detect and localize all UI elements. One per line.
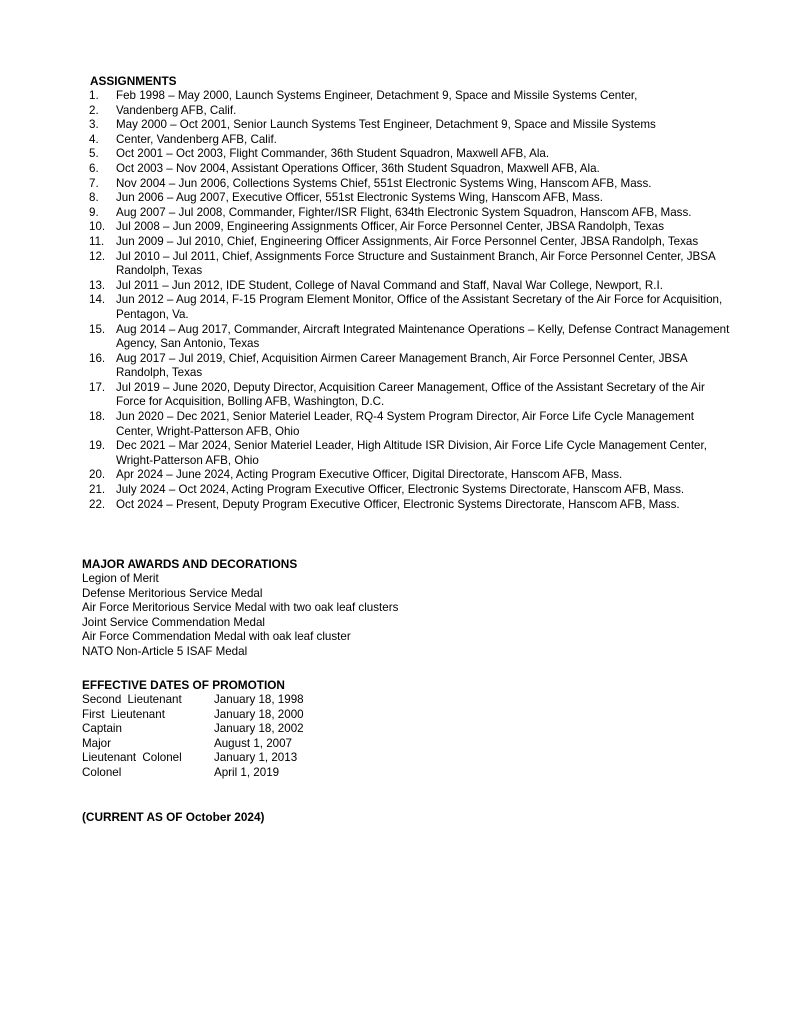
assignment-text: Oct 2024 – Present, Deputy Program Executive Officer, Electronic Systems Directorate, Hanscom AFB, Mass. [116, 497, 680, 511]
assignment-number: 3. [89, 118, 99, 132]
assignment-text: Jul 2010 – Jul 2011, Chief, Assignments Force Structure and Sustainment Branch, Air Force Personnel Center, JBSA Randolph, Texas [116, 249, 716, 278]
awards-list [82, 572, 398, 660]
assignment-item [82, 498, 732, 513]
assignment-number: 1. [89, 89, 99, 102]
promotion-row [82, 766, 304, 781]
assignment-number: 17. [89, 380, 106, 394]
promotion-rank: Second Lieutenant [82, 693, 182, 706]
promotion-date: January 18, 2002 [214, 722, 304, 736]
promotions-table [82, 693, 304, 781]
assignment-text: Dec 2021 – Mar 2024, Senior Materiel Leader, High Altitude ISR Division, Air Force Life Cycle Management Center, Wright-Patterson AFB, Ohio [116, 439, 707, 467]
assignment-item [82, 323, 732, 352]
assignment-text: Vandenberg AFB, Calif. [116, 103, 237, 117]
assignment-number: 15. [89, 322, 106, 336]
assignment-text: Aug 2014 – Aug 2017, Commander, Aircraft Integrated Maintenance Operations – Kelly, Defense Contract Management Agency, San Antonio, Texas [116, 322, 730, 351]
assignment-number: 13. [89, 278, 106, 292]
assignment-item [82, 220, 732, 235]
assignment-item [82, 89, 732, 104]
assignment-item [82, 352, 732, 381]
promotion-rank: First Lieutenant [82, 707, 165, 721]
assignment-number: 8. [89, 191, 99, 205]
assignment-text: Center, Vandenberg AFB, Calif. [116, 132, 277, 146]
assignment-item [82, 381, 732, 410]
assignment-text: July 2024 – Oct 2024, Acting Program Executive Officer, Electronic Systems Directorate, Hanscom AFB, Mass. [116, 483, 685, 497]
assignment-number: 7. [89, 176, 99, 190]
assignment-text: Nov 2004 – Jun 2006, Collections Systems Chief, 551st Electronic Systems Wing, Hanscom AFB, Mass. [116, 176, 652, 190]
promotion-row [82, 751, 304, 766]
promotion-row [82, 737, 304, 752]
assignment-item [82, 250, 732, 279]
award-item: Defense Meritorious Service Medal [82, 586, 263, 600]
award-item: Legion of Merit [82, 572, 159, 585]
assignment-item [82, 147, 732, 162]
assignment-text: Aug 2007 – Jul 2008, Commander, Fighter/ISR Flight, 634th Electronic System Squadron, Hanscom AFB, Mass. [116, 205, 692, 219]
assignment-number: 5. [89, 147, 99, 161]
assignment-number: 19. [89, 439, 106, 453]
assignments-list [82, 89, 732, 512]
promotion-row [82, 693, 304, 708]
award-item: NATO Non-Article 5 ISAF Medal [82, 644, 248, 658]
assignment-item [82, 235, 732, 250]
assignment-text: May 2000 – Oct 2001, Senior Launch Systems Test Engineer, Detachment 9, Space and Missile Systems [116, 118, 656, 132]
promotion-date: January 18, 2000 [214, 707, 304, 721]
assignment-number: 9. [89, 205, 99, 219]
assignment-item [82, 293, 732, 322]
assignment-number: 14. [89, 293, 106, 307]
assignment-text: Jul 2019 – June 2020, Deputy Director, Acquisition Career Management, Office of the Assistant Secretary of the Air Force for Acquisition, Bolling AFB, Washington, D.C. [116, 380, 705, 409]
assignment-number: 20. [89, 468, 106, 482]
assignment-item [82, 133, 732, 148]
assignment-item [82, 483, 732, 498]
current-as-of: (CURRENT AS OF October 2024) [82, 810, 265, 824]
promotion-rank: Colonel [82, 765, 122, 779]
assignments-heading: ASSIGNMENTS [90, 74, 177, 88]
assignment-item [82, 279, 732, 294]
assignment-item [82, 162, 732, 177]
award-item: Air Force Meritorious Service Medal with two oak leaf clusters [82, 601, 399, 615]
promotion-rank: Major [82, 736, 111, 750]
assignment-item [82, 206, 732, 221]
promotion-rank: Lieutenant Colonel [82, 751, 182, 765]
assignment-text: Jun 2006 – Aug 2007, Executive Officer, 551st Electronic Systems Wing, Hanscom AFB, Mass. [116, 191, 603, 205]
assignment-text: Jul 2008 – Jun 2009, Engineering Assignments Officer, Air Force Personnel Center, JBSA Randolph, Texas [116, 220, 665, 234]
assignment-item [82, 439, 732, 468]
promotion-row [82, 722, 304, 737]
promotion-date: January 18, 1998 [214, 693, 304, 706]
assignment-number: 2. [89, 103, 99, 117]
assignment-item [82, 191, 732, 206]
assignment-number: 10. [89, 220, 106, 234]
promotion-date: August 1, 2007 [214, 736, 292, 750]
assignment-item [82, 177, 732, 192]
assignment-text: Oct 2003 – Nov 2004, Assistant Operations Officer, 36th Student Squadron, Maxwell AFB, Ala. [116, 161, 600, 175]
award-item: Air Force Commendation Medal with oak leaf cluster [82, 630, 351, 644]
assignment-number: 12. [89, 249, 106, 263]
assignment-text: Jun 2012 – Aug 2014, F-15 Program Element Monitor, Office of the Assistant Secretary of the Air Force for Acquisition, Pentagon, Va. [116, 293, 723, 321]
award-item: Joint Service Commendation Medal [82, 615, 266, 629]
assignment-text: Jun 2020 – Dec 2021, Senior Materiel Leader, RQ-4 System Program Director, Air Force Life Cycle Management Center, Wright-Patterson AFB, Ohio [116, 410, 695, 438]
promotion-date: January 1, 2013 [214, 751, 298, 765]
assignment-item [82, 410, 732, 439]
assignment-text: Feb 1998 – May 2000, Launch Systems Engineer, Detachment 9, Space and Missile Systems Center, [116, 89, 638, 102]
assignment-number: 6. [89, 161, 99, 175]
assignment-item [82, 104, 732, 119]
assignment-number: 22. [89, 497, 106, 511]
assignment-number: 16. [89, 351, 106, 365]
promotion-row [82, 708, 304, 723]
assignment-number: 4. [89, 132, 99, 146]
assignment-text: Jun 2009 – Jul 2010, Chief, Engineering Officer Assignments, Air Force Personnel Center, JBSA Randolph, Texas [116, 234, 699, 248]
promotion-rank: Captain [82, 722, 122, 736]
promotion-date: April 1, 2019 [214, 765, 280, 779]
assignment-number: 21. [89, 483, 106, 497]
assignment-number: 18. [89, 410, 106, 424]
assignment-number: 11. [89, 234, 105, 248]
awards-heading: MAJOR AWARDS AND DECORATIONS [82, 557, 298, 571]
assignment-item [82, 468, 732, 483]
assignment-text: Jul 2011 – Jun 2012, IDE Student, College of Naval Command and Staff, Naval War College, Newport, R.I. [116, 278, 663, 292]
assignment-item [82, 118, 732, 133]
assignment-text: Oct 2001 – Oct 2003, Flight Commander, 36th Student Squadron, Maxwell AFB, Ala. [116, 147, 550, 161]
promotions-heading: EFFECTIVE DATES OF PROMOTION [82, 678, 285, 692]
assignment-text: Aug 2017 – Jul 2019, Chief, Acquisition Airmen Career Management Branch, Air Force Personnel Center, JBSA Randolph, Texas [116, 351, 687, 380]
assignment-text: Apr 2024 – June 2024, Acting Program Executive Officer, Digital Directorate, Hanscom AFB, Mass. [116, 468, 623, 482]
